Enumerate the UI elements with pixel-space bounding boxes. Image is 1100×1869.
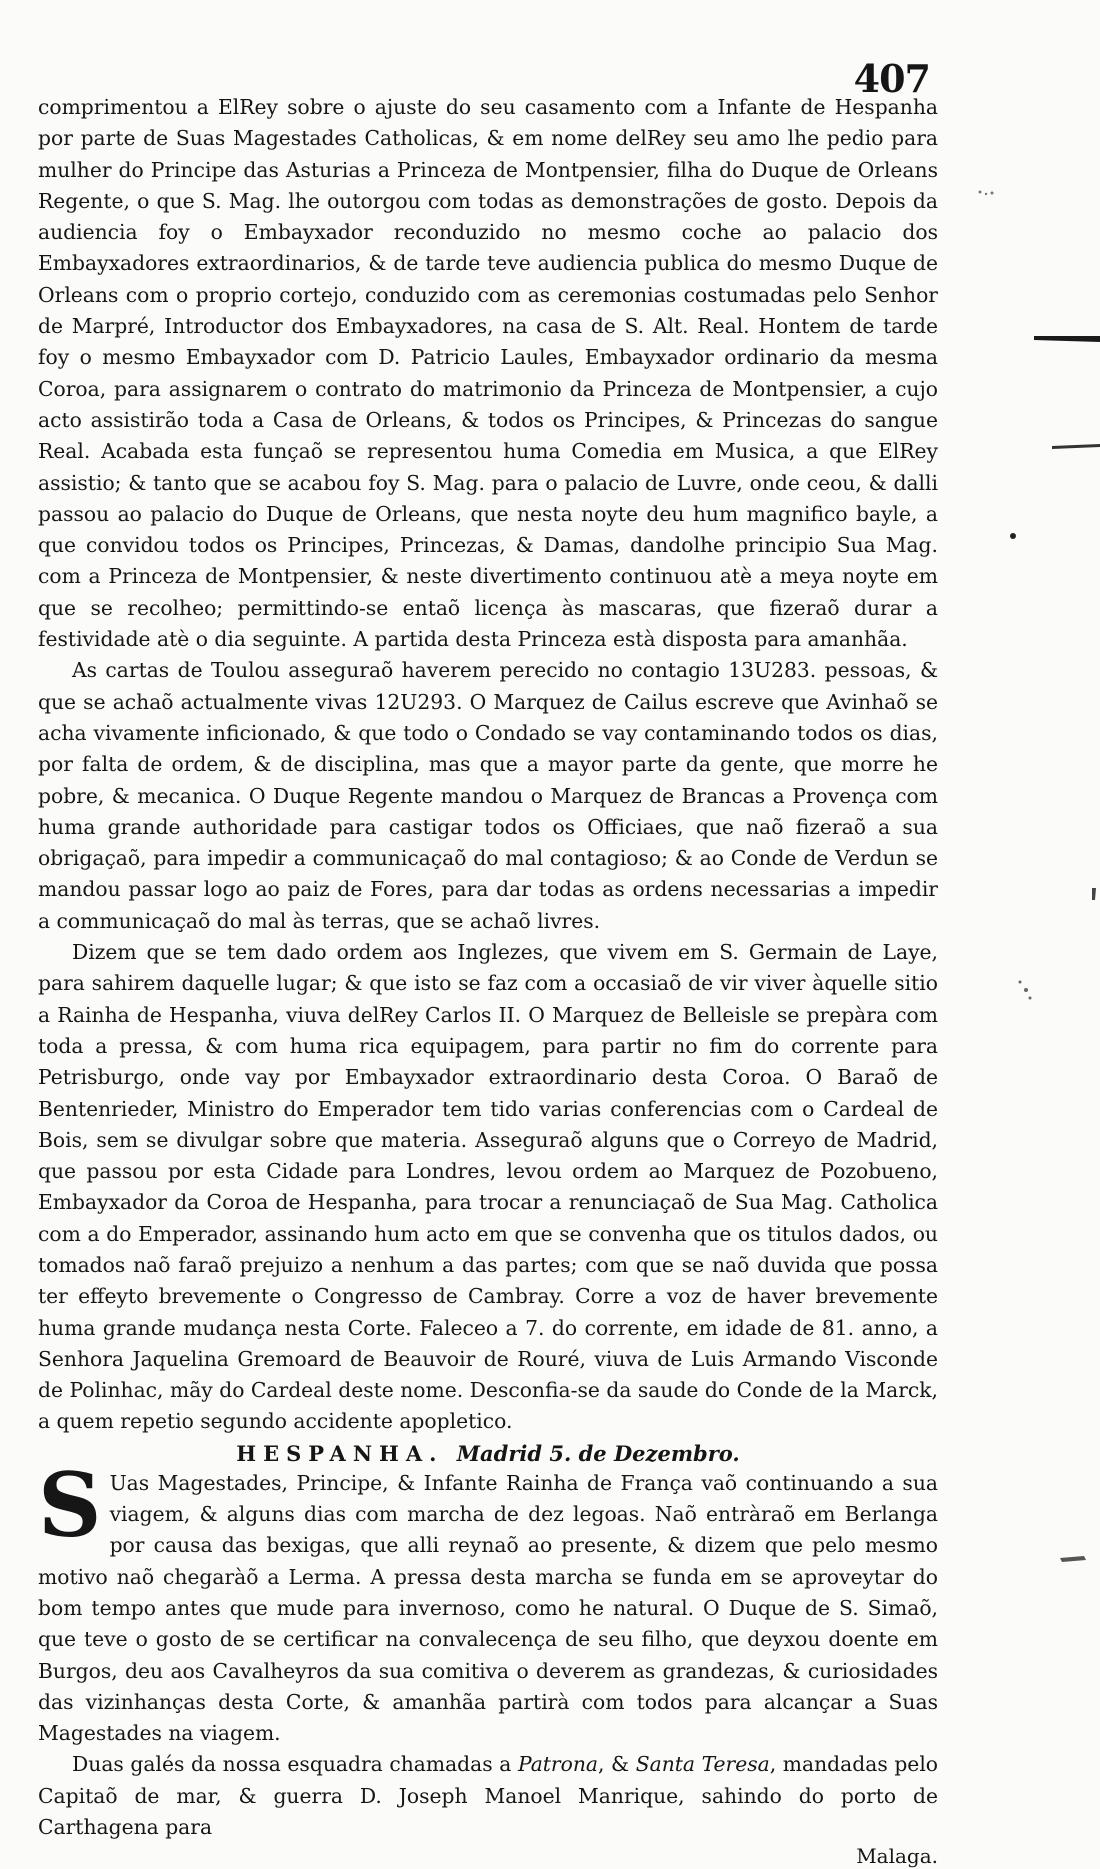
ship-name-santa-teresa: Santa Teresa — [635, 1752, 770, 1777]
section-heading-spain — [38, 1440, 938, 1468]
drop-cap: S — [38, 1452, 102, 1557]
heading-dateline: Madrid 5. de Dezembro. — [456, 1440, 740, 1466]
paragraph-paris-audience: comprimentou a ElRey sobre o ajuste do seu casamento com a Infante de Hespanha por parte de Suas Magestades Catholicas, & em nome delRey seu amo lhe pedio para mulher do Principe das Asturias a Princeza de Montpensier, filha do Duque de Orleans Regente, o que S. Mag. lhe outorgou com todas as demonstrações de gosto. Depois da audiencia foy o Embayxador reconduzido no mesmo coche ao palacio dos Embayxadores extraordinarios, & de tarde teve audiencia publica do mesmo Duque de Orleans com o proprio cortejo, conduzido com as ceremonias costumadas pelo Senhor de Marpré, Introductor dos Embayxadores, na casa de S. Alt. Real. Hontem de tarde foy o mesmo Embayxador com D. Patricio Laules, Embayxador ordinario da mesma Coroa, para assignarem o contrato do matrimonio da Princeza de Montpensier, a cujo acto assistirão toda a Casa de Orleans, & todos os Principes, & Princezas do sangue Real. Acabada esta funçaõ se representou huma Comedia em Musica, a que ElRey assistio; & tanto que se acabou foy S. Mag. para o palacio de Luvre, onde ceou, & dalli passou ao palacio do Duque de Orleans, que nesta noyte deu hum magnifico bayle, a que convidou todos os Principes, Princezas, & Damas, dandolhe principio Sua Mag. com a Princeza de Montpensier, & neste divertimento continuou atè a meya noyte em que se recolheo; permittindo-se entaõ licença às mascaras, que fizeraõ durar a festividade atè o dia seguinte. A partida desta Princeza està disposta para amanhãa. — [38, 95, 938, 652]
paragraph-toulon-contagion: As cartas de Toulou asseguraõ haverem perecido no contagio 13U283. pessoas, & que se achaõ actualmente vivas 12U293. O Marquez de Cailus escreve que Avinhaõ se acha vivamente inficionado, & que todo o Condado se vay contaminando todos os dias, por falta de ordem, & de disciplina, mas que a mayor parte da gente, que morre he pobre, & mecanica. O Duque Regente mandou o Marquez de Brancas a Provença com huma grande authoridade para castigar todos os Officiaes, que naõ fizeraõ a sua obrigaçaõ, para impedir a communicaçaõ do mal contagioso; & ao Conde de Verdun se mandou passar logo ao paiz de Fores, para dar todas as ordens necessarias a impedir a communicaçaõ do mal às terras, que se achaõ livres. — [38, 658, 938, 933]
galleys-text-2: , & — [598, 1752, 636, 1777]
margin-ink-marks — [960, 0, 1100, 1634]
heading-label: HESPANHA. — [236, 1440, 444, 1466]
paragraph-galleys — [38, 1749, 938, 1843]
galleys-text-1: Duas galés da nossa esquadra chamadas a — [72, 1752, 518, 1777]
spain-paragraph-text: Uas Magestades, Principe, & Infante Rainha de França vaõ continuando a sua viagem, & alguns dias com marcha de dez legoas. Naõ entràraõ em Berlanga por causa das bexigas, que alli reynaõ ao presente, & dizem que pelo mesmo motivo naõ chegaràõ a Lerma. A pressa desta marcha se funda em se aproveytar do bom tempo antes que mude para invernoso, como he natural. O Duque de S. Simaõ, que teve o gosto de se certificar na convalecença de seu filho, que deyxou doente em Burgos, deu aos Cavalheyros da sua comitiva o deverem as grandezas, & curiosidades das vizinhanças desta Corte, & amanhãa partirà com todos para alcançar a Suas Magestades na viagem. — [38, 1470, 938, 1746]
page-number: 407 — [853, 56, 930, 101]
galleys-text-3: , mandadas pelo Capitaõ de mar, & guerra D. Joseph Manoel Manrique, sahindo do porto de Carthagena para — [38, 1752, 939, 1840]
text-column — [38, 92, 938, 1869]
paragraph-court-news: Dizem que se tem dado ordem aos Inglezes, que vivem em S. Germain de Laye, para sahirem daquelle lugar; & que isto se faz com a occasiaõ de vir viver àquelle sitio a Rainha de Hespanha, viuva delRey Carlos II. O Marquez de Belleisle se prepàra com toda a pressa, & com huma rica equipagem, para partir no fim do corrente para Petrisburgo, onde vay por Embayxador extraordinario desta Coroa. O Baraõ de Bentenrieder, Ministro do Emperador tem tido varias conferencias com o Cardeal de Bois, sem se divulgar sobre que materia. Asseguraõ alguns que o Correyo de Madrid, que passou por esta Cidade para Londres, levou ordem ao Marquez de Pozobueno, Embayxador da Coroa de Hespanha, para trocar a renunciaçaõ de Sua Mag. Catholica com a do Emperador, assinando hum acto em que se convenha que os titulos dados, ou tomados naõ faraõ prejuizo a nenhum a das partes; com que se naõ duvida que possa ter effeyto brevemente o Congresso de Cambray. Corre a voz de haver brevemente huma grande mudança nesta Corte. Faleceo a 7. do corrente, em idade de 81. anno, a Senhora Jaquelina Gremoard de Beauvoir de Rouré, viuva de Luis Armando Visconde de Polinhac, mãy do Cardeal deste nome. Desconfia-se da saude do Conde de la Marck, a quem repetio segundo accidente apopletico. — [38, 940, 938, 1434]
ship-name-patrona: Patrona — [517, 1752, 598, 1777]
catchword: Malaga. — [856, 1844, 938, 1869]
